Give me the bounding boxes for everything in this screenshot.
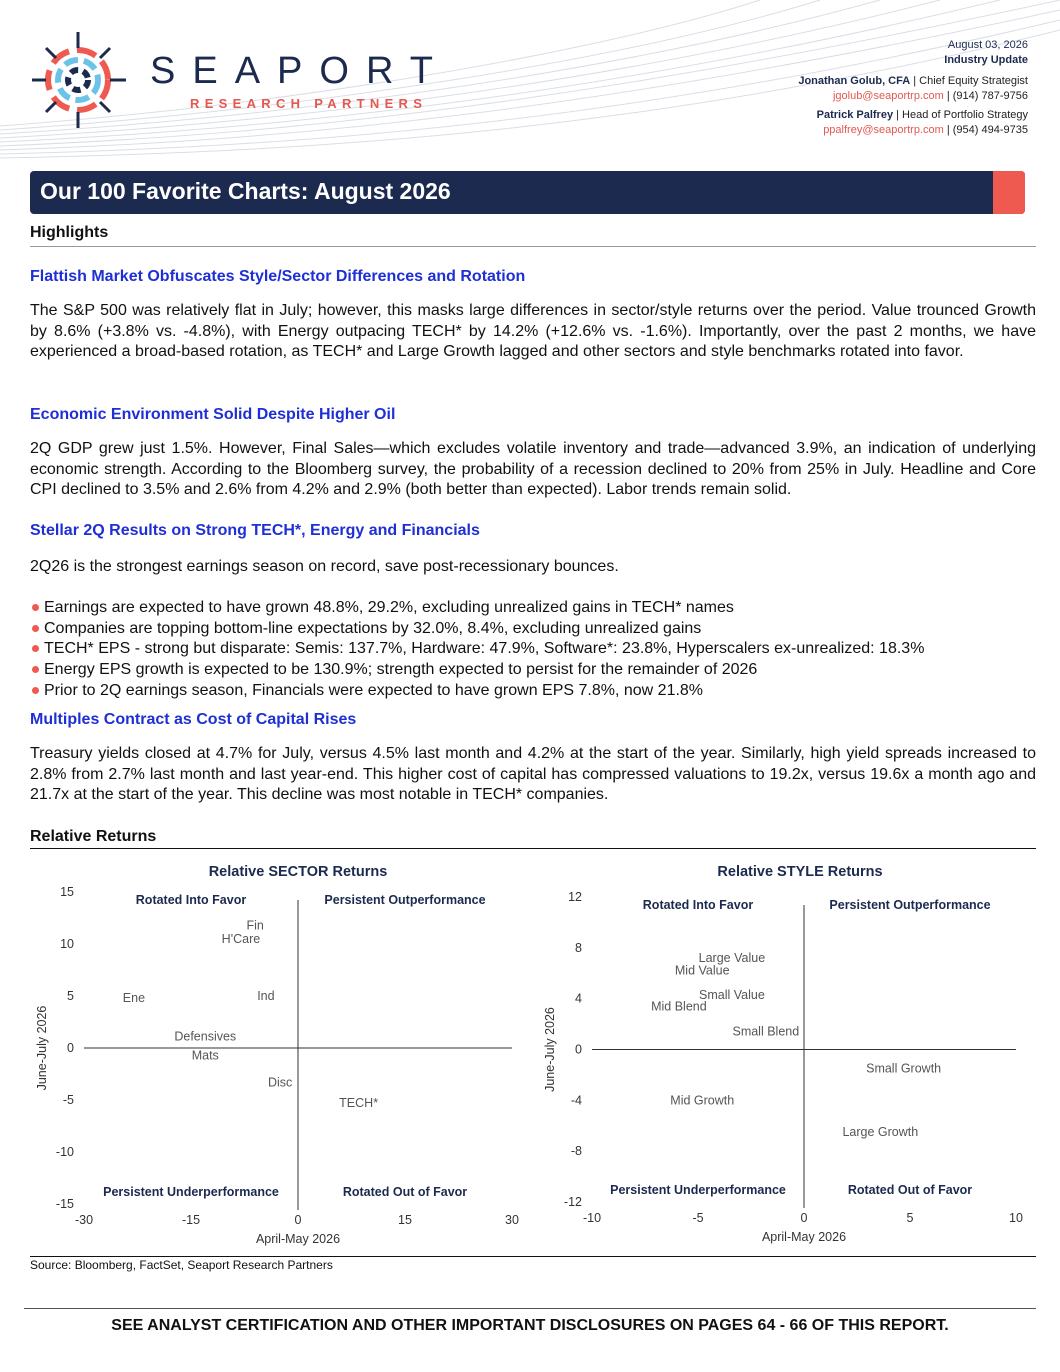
x-tick-label: 30 <box>505 1213 519 1227</box>
section-text: 2Q26 is the strongest earnings season on record, save post-recessionary bounces. <box>30 558 619 575</box>
y-tick-label: 12 <box>568 890 582 904</box>
list-item: Prior to 2Q earnings season, Financials were expected to have grown EPS 7.8%, now 21.8% <box>30 681 1036 702</box>
data-point-label: H'Care <box>221 931 261 946</box>
y-tick-label: -5 <box>62 1093 74 1107</box>
y-tick-label: 10 <box>60 937 74 951</box>
analyst-phone: | (954) 494-9735 <box>943 124 1028 136</box>
x-tick-label: -5 <box>692 1211 704 1225</box>
relative-returns-heading: Relative Returns <box>30 828 1036 849</box>
y-tick-label: -8 <box>570 1144 582 1159</box>
x-tick-label: 15 <box>398 1213 412 1227</box>
x-axis-label: April-May 2026 <box>761 1230 847 1244</box>
list-item: Energy EPS growth is expected to be 130.9%; strength expected to persist for the remainder of 2026 <box>30 660 1036 681</box>
list-item: TECH* EPS - strong but disparate: Semis: 137.7%, Hardware: 47.9%, Software*: 23.8%, Hyperscalers ex-unrealized: 18.3% <box>30 639 1036 660</box>
report-meta <box>798 38 1028 138</box>
data-point-label: Small Blend <box>732 1024 800 1039</box>
y-tick-label: 4 <box>575 991 582 1006</box>
disclosure-footer: SEE ANALYST CERTIFICATION AND OTHER IMPORTANT DISCLOSURES ON PAGES 64 - 66 OF THIS REPORT. <box>111 1317 949 1334</box>
analyst-email[interactable]: ppalfrey@seaportrp.com <box>823 124 944 136</box>
y-tick-label: 5 <box>67 989 74 1003</box>
footer-divider <box>24 1308 1036 1309</box>
seaport-logo-icon <box>30 30 130 130</box>
data-point-label: TECH* <box>339 1096 379 1111</box>
data-point-label: Disc <box>268 1075 293 1090</box>
brand-name: SEAPORT <box>150 50 450 92</box>
y-tick-label: -15 <box>55 1197 74 1211</box>
data-point-label: Mats <box>191 1048 219 1063</box>
quadrant-label: Rotated Into Favor <box>135 893 247 907</box>
analyst-2 <box>798 108 1028 123</box>
data-point-label: Large Value <box>698 951 766 965</box>
quadrant-label: Persistent Outperformance <box>829 898 991 912</box>
chart-title: Relative STYLE Returns <box>717 864 883 880</box>
bullet-list <box>30 598 1036 702</box>
analyst-role: | Chief Equity Strategist <box>910 75 1028 87</box>
section-heading: Flattish Market Obfuscates Style/Sector Differences and Rotation <box>30 268 526 285</box>
y-tick-label: 8 <box>575 940 582 955</box>
data-point-label: Small Growth <box>866 1061 942 1076</box>
title-bar <box>30 171 1025 214</box>
section-heading: Economic Environment Solid Despite Higher Oil <box>30 406 396 423</box>
x-tick-label: -10 <box>582 1211 602 1225</box>
y-tick-label: 0 <box>67 1041 74 1055</box>
report-type: Industry Update <box>944 54 1028 66</box>
section-heading: Multiples Contract as Cost of Capital Rises <box>30 711 357 728</box>
data-point-label: Mid Blend <box>651 999 707 1014</box>
x-tick-label: 0 <box>800 1211 808 1225</box>
analyst-role: | Head of Portfolio Strategy <box>893 109 1028 121</box>
x-tick-label: -30 <box>74 1213 94 1227</box>
section-text: Treasury yields closed at 4.7% for July, versus 4.5% last month and 4.2% at the start of the year. Similarly, high yield spreads increased to 2.8% from 2.7% last month and last year-end. This higher cost of capital has compressed valuations to 19.2x, versus 19.6x a month ago and 21.7x at the start of the year. This decline was most notable in TECH* companies. <box>30 745 1036 803</box>
data-point-label: Fin <box>246 918 264 933</box>
analyst-email[interactable]: jgolub@seaportrp.com <box>832 90 944 102</box>
chart-title: Relative SECTOR Returns <box>208 864 388 880</box>
data-point-label: Ind <box>257 989 275 1003</box>
analyst-phone: | (914) 787-9756 <box>943 90 1028 102</box>
y-tick-label: -12 <box>563 1195 582 1209</box>
y-axis-label: June-July 2026 <box>543 1007 557 1092</box>
brand-subtitle: RESEARCH PARTNERS <box>190 96 428 111</box>
section-1 <box>30 268 1036 363</box>
charts-area <box>30 854 1036 1257</box>
data-point-label: Ene <box>122 991 146 1006</box>
title-accent <box>993 171 1025 214</box>
section-text: 2Q GDP grew just 1.5%. However, Final Sales—which excludes volatile inventory and trade—advanced 3.9%, an indication of underlying economic strength. According to the Bloomberg survey, the probability of a recession declined to 20% from 25% in July. Headline and Core CPI declined to 3.5% and 2.6% from 4.2% and 2.9% (both better than expected). Labor trends remain solid. <box>30 440 1036 498</box>
analyst-name: Jonathan Golub, CFA <box>798 75 911 87</box>
data-point-label: Large Growth <box>842 1125 919 1140</box>
highlights-heading: Highlights <box>30 224 1036 247</box>
quadrant-label: Rotated Into Favor <box>642 898 754 912</box>
data-point-label: Small Value <box>699 987 765 1002</box>
x-axis-label: April-May 2026 <box>255 1232 341 1246</box>
quadrant-label: Rotated Out of Favor <box>847 1183 973 1197</box>
y-tick-label: -4 <box>570 1093 582 1108</box>
source-note: Source: Bloomberg, FactSet, Seaport Research Partners <box>30 1258 333 1272</box>
x-tick-label: 5 <box>906 1211 914 1225</box>
quadrant-label: Persistent Underperformance <box>610 1183 786 1197</box>
x-tick-label: 10 <box>1009 1211 1023 1225</box>
list-item: Companies are topping bottom-line expectations by 32.0%, 8.4%, excluding unrealized gains <box>30 619 1036 640</box>
x-tick-label: 0 <box>294 1213 302 1227</box>
y-tick-label: 0 <box>575 1042 582 1057</box>
section-2 <box>30 406 1036 501</box>
section-4 <box>30 711 1036 806</box>
x-tick-label: -15 <box>181 1213 201 1227</box>
y-axis-label: June-July 2026 <box>35 1005 49 1091</box>
data-point-label: Defensives <box>174 1029 237 1044</box>
quadrant-label: Persistent Outperformance <box>324 893 486 907</box>
report-date: August 03, 2026 <box>947 39 1028 51</box>
section-text: The S&P 500 was relatively flat in July; however, this masks large differences in sector/style returns over the period. Value trounced Growth by 8.6% (+3.8% vs. -4.8%), with Energy outpacing TECH* by 14.2% (+12.6% vs. -1.6%). Importantly, over the past 2 months, we have experienced a broad-based rotation, as TECH* and Large Growth lagged and other sectors and style benchmarks rotated into favor. <box>30 302 1036 360</box>
y-tick-label: 15 <box>60 885 74 899</box>
data-point-label: Mid Growth <box>670 1093 735 1108</box>
quadrant-label: Persistent Underperformance <box>103 1185 279 1199</box>
page-title: Our 100 Favorite Charts: August 2026 <box>40 178 451 204</box>
relative-returns-charts <box>30 854 1036 1256</box>
data-point-label: Mid Value <box>674 963 730 978</box>
section-heading: Stellar 2Q Results on Strong TECH*, Energy and Financials <box>30 522 480 539</box>
quadrant-label: Rotated Out of Favor <box>342 1185 468 1199</box>
section-3 <box>30 522 1036 578</box>
analyst-name: Patrick Palfrey <box>816 109 894 121</box>
y-tick-label: -10 <box>55 1145 74 1159</box>
list-item: Earnings are expected to have grown 48.8%, 29.2%, excluding unrealized gains in TECH* names <box>30 598 1036 619</box>
analyst-1 <box>798 74 1028 89</box>
